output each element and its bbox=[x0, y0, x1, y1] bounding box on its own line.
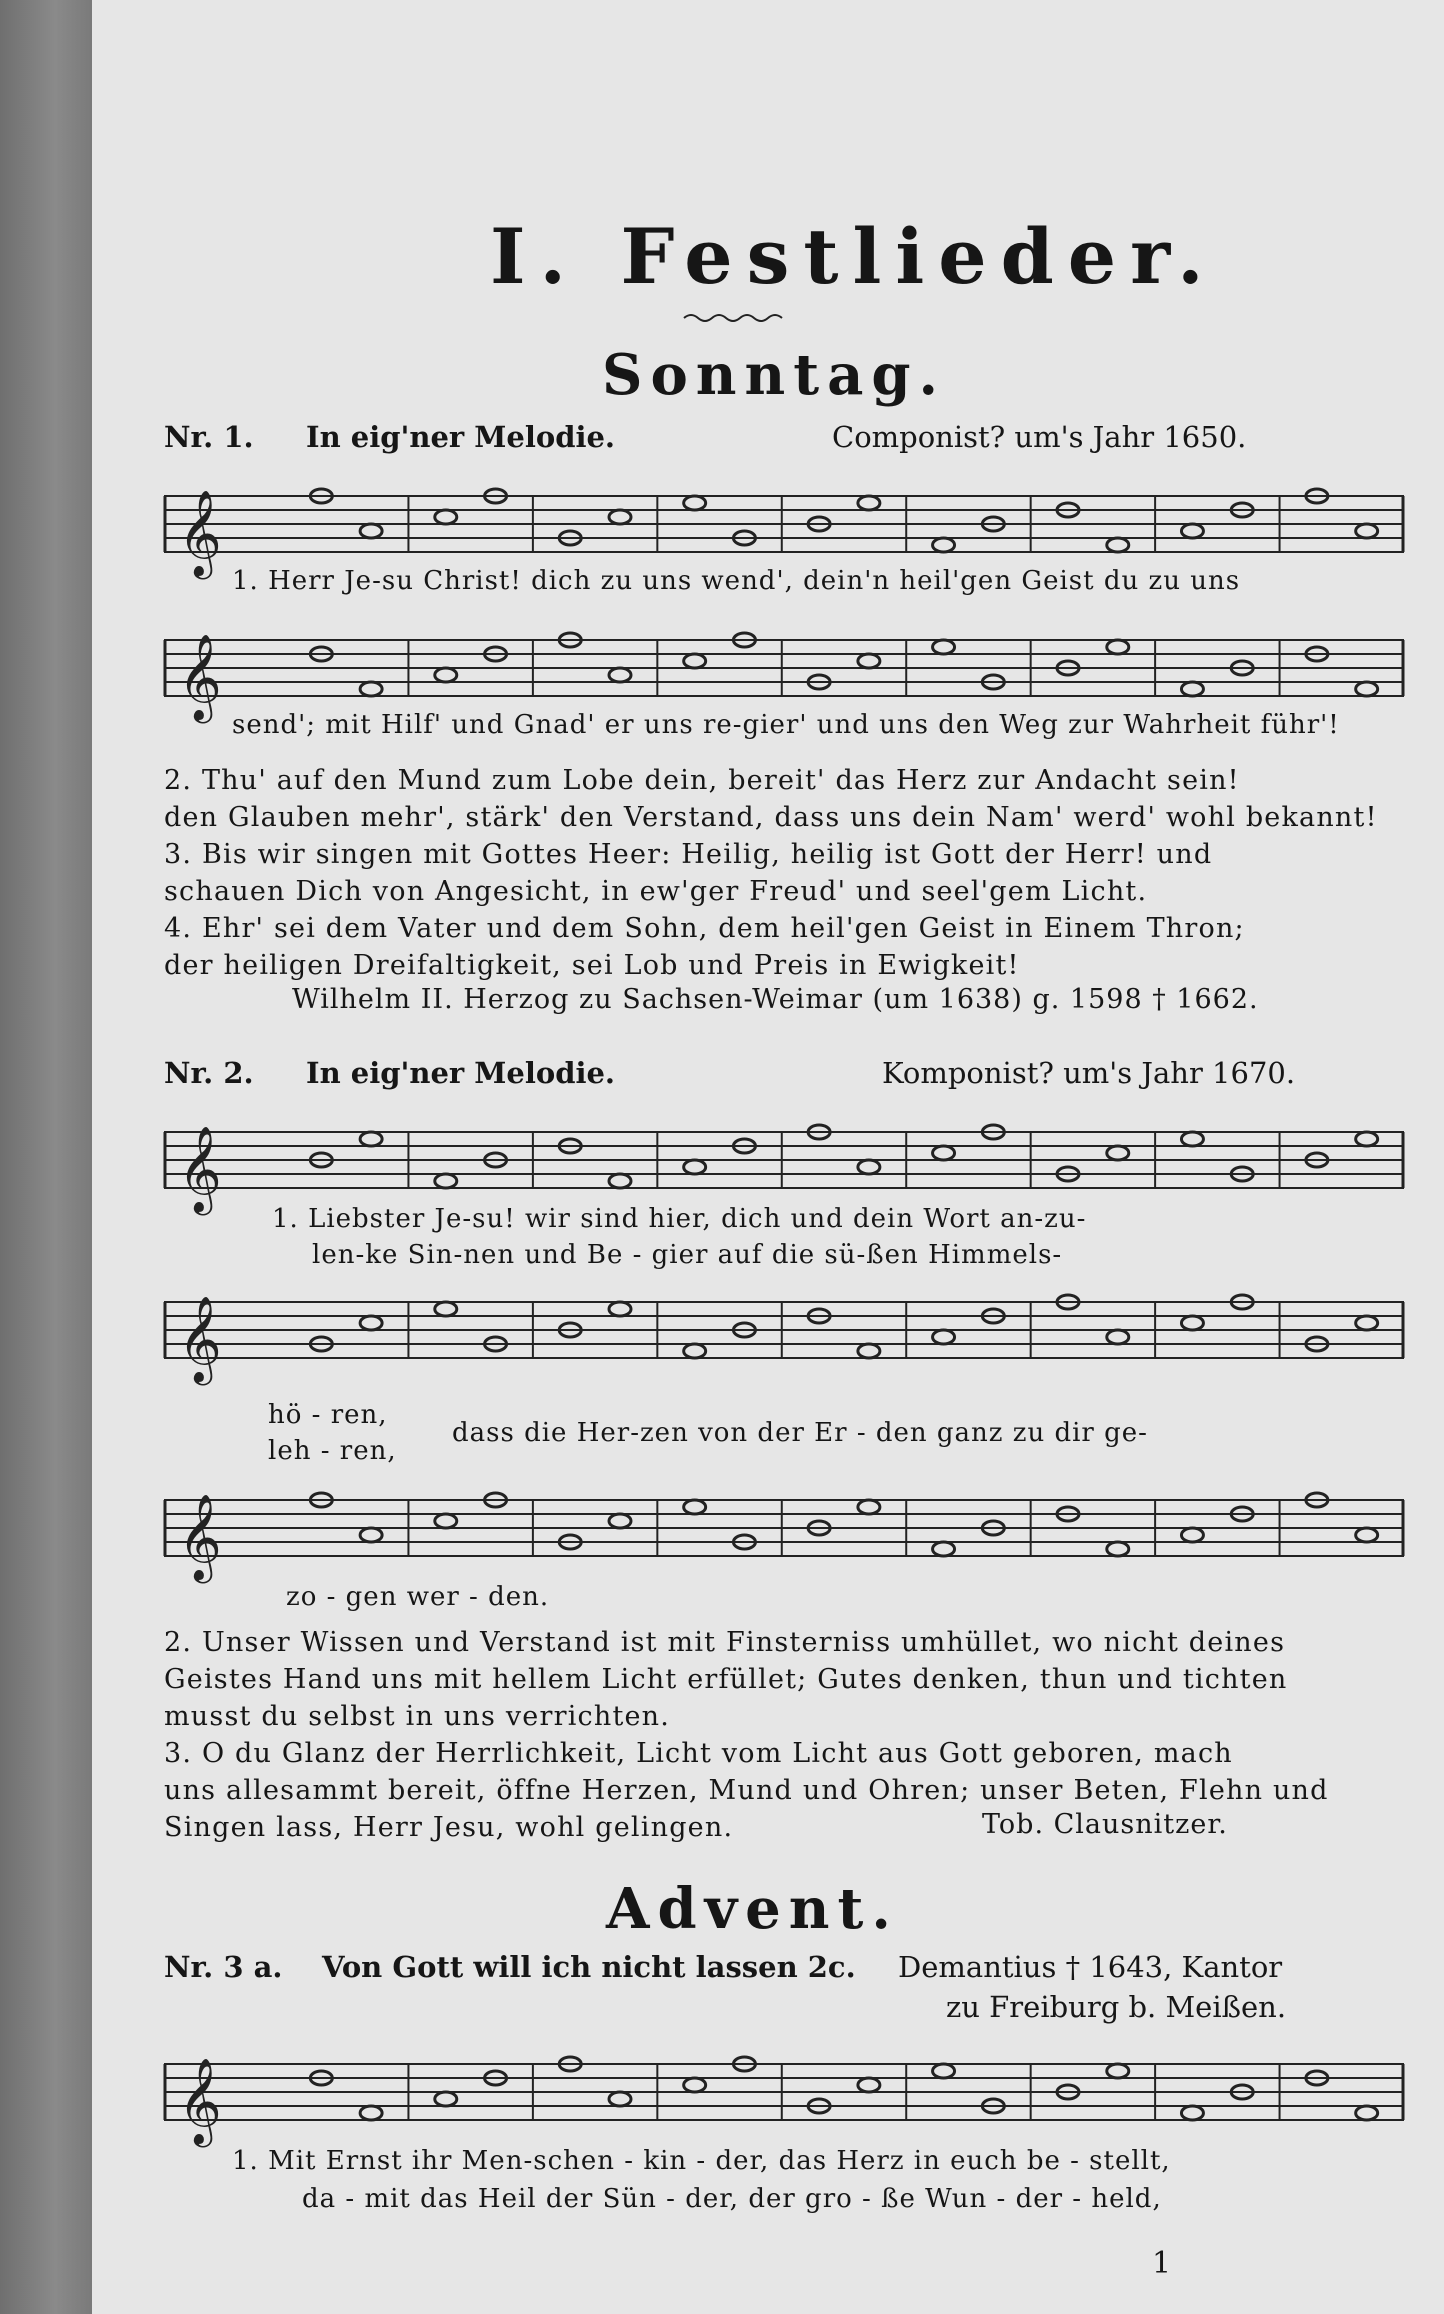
song2-lyric-3: hö - ren, bbox=[268, 1400, 388, 1430]
advent-heading: Advent. bbox=[606, 1876, 899, 1942]
song2-stanza-line: Singen lass, Herr Jesu, wohl gelingen. bbox=[164, 1812, 734, 1843]
svg-text:𝄞: 𝄞 bbox=[178, 1296, 222, 1382]
song2-lyric-6: zo - gen wer - den. bbox=[286, 1582, 550, 1612]
song3-composer-2: zu Freiburg b. Meißen. bbox=[946, 1990, 1287, 2024]
song2-stanza-line: uns allesammt bereit, öffne Herzen, Mund und Ohren; unser Beten, Flehn und bbox=[164, 1775, 1329, 1806]
song1-stanza-line: schauen Dich von Angesicht, in ew'ger Freud' und seel'gem Licht. bbox=[164, 876, 1148, 907]
song3-melody: Von Gott will ich nicht lassen 2c. bbox=[322, 1950, 856, 1984]
song3-lyric-2: da - mit das Heil der Sün - der, der gro - ße Wun - der - held, bbox=[302, 2184, 1162, 2214]
title-flourish bbox=[682, 312, 792, 324]
song3-number: Nr. 3 a. bbox=[164, 1950, 283, 1984]
svg-text:𝄞: 𝄞 bbox=[178, 490, 222, 576]
song1-composer: Componist? um's Jahr 1650. bbox=[832, 420, 1247, 454]
svg-text:𝄞: 𝄞 bbox=[178, 2058, 222, 2144]
song2-lyric-5: dass die Her-zen von der Er - den ganz zu dir ge- bbox=[452, 1418, 1148, 1448]
song2-number: Nr. 2. bbox=[164, 1056, 254, 1090]
svg-text:𝄞: 𝄞 bbox=[178, 634, 222, 720]
song1-stanza-line: 2. Thu' auf den Mund zum Lobe dein, bereit' das Herz zur Andacht sein! bbox=[164, 765, 1240, 796]
song2-lyric-1: 1. Liebster Je-su! wir sind hier, dich und dein Wort an-zu- bbox=[272, 1204, 1087, 1234]
song1-author: Wilhelm II. Herzog zu Sachsen-Weimar (um 1638) g. 1598 † 1662. bbox=[292, 984, 1259, 1015]
song2-author: Tob. Clausnitzer. bbox=[982, 1809, 1228, 1840]
song1-staff-1 bbox=[164, 486, 1404, 576]
song2-staff-3 bbox=[164, 1490, 1404, 1580]
song2-composer: Komponist? um's Jahr 1670. bbox=[882, 1056, 1296, 1090]
song1-stanza-line: 3. Bis wir singen mit Gottes Heer: Heilig, heilig ist Gott der Herr! und bbox=[164, 839, 1213, 870]
song1-stanza-line: 4. Ehr' sei dem Vater und dem Sohn, dem heil'gen Geist in Einem Thron; bbox=[164, 913, 1245, 944]
song3-lyric-1: 1. Mit Ernst ihr Men-schen - kin - der, das Herz in euch be - stellt, bbox=[232, 2146, 1171, 2176]
song1-lyric-2: send'; mit Hilf' und Gnad' er uns re-gier' und uns den Weg zur Wahrheit führ'! bbox=[232, 710, 1340, 740]
song3-composer-1: Demantius † 1643, Kantor bbox=[898, 1950, 1283, 1984]
song2-lyric-2: len-ke Sin-nen und Be - gier auf die sü-ßen Himmels- bbox=[312, 1240, 1063, 1270]
song2-stanza-line: 2. Unser Wissen und Verstand ist mit Finsterniss umhüllet, wo nicht deines bbox=[164, 1627, 1286, 1658]
song2-stanza-line: 3. O du Glanz der Herrlichkeit, Licht vom Licht aus Gott geboren, mach bbox=[164, 1738, 1233, 1769]
song1-staff-2 bbox=[164, 630, 1404, 720]
song1-number: Nr. 1. bbox=[164, 420, 254, 454]
book-binding bbox=[0, 0, 92, 2314]
section-title: I. Festlieder. bbox=[490, 212, 1218, 301]
song2-stanza-line: musst du selbst in uns verrichten. bbox=[164, 1701, 671, 1732]
book-page bbox=[92, 0, 1444, 2314]
song2-staff-2 bbox=[164, 1292, 1404, 1382]
song2-lyric-4: leh - ren, bbox=[268, 1436, 397, 1466]
svg-text:𝄞: 𝄞 bbox=[178, 1126, 222, 1212]
song1-stanza-line: den Glauben mehr', stärk' den Verstand, dass uns dein Nam' werd' wohl bekannt! bbox=[164, 802, 1378, 833]
song2-staff-1 bbox=[164, 1122, 1404, 1212]
song1-melody: In eig'ner Melodie. bbox=[306, 420, 616, 454]
song2-stanza-line: Geistes Hand uns mit hellem Licht erfüllet; Gutes denken, thun und tichten bbox=[164, 1664, 1288, 1695]
song3-staff-1 bbox=[164, 2054, 1404, 2144]
song1-stanza-line: der heiligen Dreifaltigkeit, sei Lob und Preis in Ewigkeit! bbox=[164, 950, 1020, 981]
sunday-heading: Sonntag. bbox=[602, 342, 947, 408]
page-number: 1 bbox=[1152, 2246, 1172, 2281]
svg-text:𝄞: 𝄞 bbox=[178, 1494, 222, 1580]
song2-melody: In eig'ner Melodie. bbox=[306, 1056, 616, 1090]
song1-lyric-1: 1. Herr Je-su Christ! dich zu uns wend', dein'n heil'gen Geist du zu uns bbox=[232, 566, 1241, 596]
